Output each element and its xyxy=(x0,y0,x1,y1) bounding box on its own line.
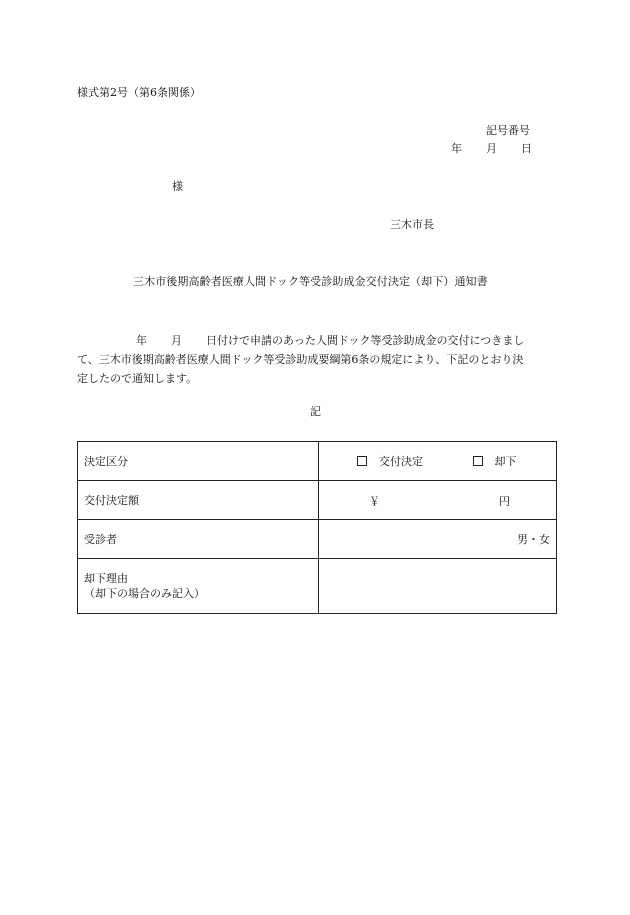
recipient-label: 受診者 xyxy=(78,520,319,559)
reason-label xyxy=(78,559,319,614)
month-label: 月 xyxy=(486,142,497,155)
body-month-label: 月 xyxy=(171,334,182,347)
decision-row xyxy=(78,442,557,481)
decision-options xyxy=(319,442,557,481)
reason-label-line-1: 却下理由 xyxy=(84,572,128,585)
reason-label-line-2: （却下の場合のみ記入） xyxy=(84,587,205,600)
recipient-row xyxy=(78,520,557,559)
currency-unit: 円 xyxy=(499,495,510,508)
gender-label: 男・女 xyxy=(517,533,550,546)
option-reject[interactable] xyxy=(473,453,517,469)
amount-label: 交付決定額 xyxy=(78,481,319,520)
amount-value[interactable] xyxy=(319,481,557,520)
document-title: 三木市後期高齢者医療人間ドック等受診助成金交付決定（却下）通知書 xyxy=(133,275,488,288)
record-number-label: 記号番号 xyxy=(486,124,530,137)
option-grant-label: 交付決定 xyxy=(379,455,423,468)
body-line-3: 定したので通知します。 xyxy=(77,372,198,385)
ki-heading: 記 xyxy=(310,405,321,418)
checkbox-icon[interactable] xyxy=(357,456,367,466)
form-number: 様式第2号（第6条関係） xyxy=(77,86,201,99)
body-year-label: 年 xyxy=(136,334,147,347)
notice-body xyxy=(77,331,555,388)
addressee-suffix: 様 xyxy=(172,180,183,193)
reason-value[interactable] xyxy=(319,559,557,614)
day-label: 日 xyxy=(521,142,532,155)
checkbox-icon[interactable] xyxy=(473,456,483,466)
option-grant[interactable] xyxy=(357,453,423,469)
decision-table xyxy=(77,441,557,614)
issuer-name: 三木市長 xyxy=(390,218,434,231)
year-label: 年 xyxy=(451,142,462,155)
reason-row xyxy=(78,559,557,614)
body-line-1-text: 日付けで申請のあった人間ドック等受診助成金の交付につきまし xyxy=(206,334,525,347)
recipient-value[interactable] xyxy=(319,520,557,559)
issue-date xyxy=(451,142,532,156)
currency-symbol: ￥ xyxy=(369,495,380,508)
amount-row xyxy=(78,481,557,520)
option-reject-label: 却下 xyxy=(494,455,517,468)
decision-label: 決定区分 xyxy=(78,442,319,481)
body-line-1 xyxy=(77,331,555,350)
body-line-2: て、三木市後期高齢者医療人間ドック等受診助成要綱第6条の規定により、下記のとおり決 xyxy=(77,353,524,366)
